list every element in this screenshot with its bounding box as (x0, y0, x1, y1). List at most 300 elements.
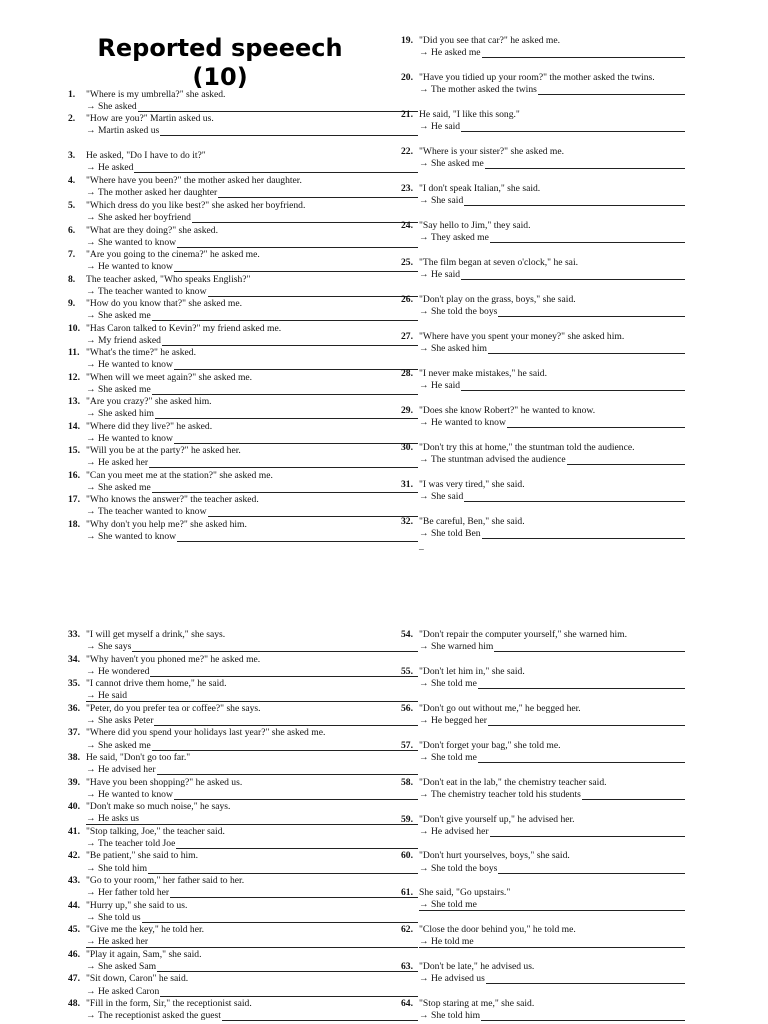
answer-line[interactable] (86, 641, 418, 653)
answer-line[interactable] (419, 417, 685, 429)
reported-speech-stem: The teacher wanted to know (97, 286, 207, 298)
answer-line[interactable] (419, 899, 685, 911)
direct-speech-sentence: He said, "I like this song." (419, 109, 520, 120)
exercise-item (401, 220, 685, 245)
arrow-icon: → (419, 1010, 429, 1022)
item-number: 42. (68, 850, 80, 862)
exercise-item (401, 294, 685, 319)
exercise-item (401, 183, 685, 208)
item-number: 11. (68, 347, 80, 358)
reported-speech-stem: Her father told her (98, 887, 170, 899)
answer-line[interactable] (86, 125, 418, 137)
item-number: 64. (401, 998, 413, 1009)
item-number: 25. (401, 257, 413, 268)
item-number: 48. (68, 998, 80, 1009)
item-number: 44. (68, 899, 80, 911)
blank-underline (86, 651, 418, 652)
answer-line[interactable] (419, 47, 685, 59)
arrow-icon: → (86, 212, 96, 224)
reported-speech-stem: He asks us (98, 813, 140, 825)
stray-dash: – (419, 544, 424, 555)
item-number: 43. (68, 875, 80, 886)
arrow-icon: → (419, 417, 429, 429)
answer-line[interactable] (419, 158, 685, 170)
exercise-item (68, 494, 418, 519)
exercise-item (68, 249, 418, 274)
arrow-icon: → (419, 121, 429, 133)
item-number: 40. (68, 801, 80, 813)
exercise-item (68, 924, 418, 949)
exercise-item (401, 331, 685, 356)
answer-line[interactable] (419, 826, 685, 838)
reported-speech-stem: She wanted to know (98, 531, 177, 543)
item-number: 3. (68, 150, 76, 161)
answer-line[interactable] (419, 936, 685, 948)
exercise-item (68, 949, 418, 974)
item-number: 16. (68, 470, 80, 481)
exercise-item (68, 850, 418, 875)
exercise-item (68, 274, 418, 299)
exercise-item (401, 961, 685, 986)
exercise-item (401, 740, 685, 765)
arrow-icon: → (86, 286, 96, 298)
direct-speech-sentence: "Say hello to Jim," they said. (419, 220, 531, 231)
reported-speech-stem: She told me (431, 751, 477, 763)
answer-line[interactable] (86, 961, 418, 973)
answer-line[interactable] (419, 973, 685, 985)
answer-line[interactable] (419, 641, 685, 653)
direct-speech-sentence: "How are you?" Martin asked us. (86, 113, 214, 124)
reported-speech-stem: She asked me (98, 739, 151, 751)
reported-speech-stem: He wanted to know (98, 359, 173, 371)
item-number: 45. (68, 924, 80, 936)
answer-line[interactable] (86, 310, 418, 322)
reported-speech-stem: He advised her (431, 825, 489, 837)
answer-line[interactable] (419, 84, 685, 96)
reported-speech-stem: She wanted to know (98, 237, 177, 249)
answer-line[interactable] (86, 384, 418, 396)
answer-line[interactable] (86, 482, 418, 494)
direct-speech-sentence: "Sit down, Caron" he said. (86, 973, 189, 985)
direct-speech-sentence: "Why haven't you phoned me?" he asked me. (86, 653, 261, 665)
arrow-icon: → (419, 491, 429, 503)
title-main: Reported speeech (97, 34, 343, 62)
item-number: 57. (401, 739, 413, 751)
item-number: 38. (68, 752, 80, 763)
direct-speech-sentence: "The film began at seven o'clock," he sai. (419, 257, 579, 268)
answer-line[interactable] (86, 1010, 418, 1022)
answer-line[interactable] (419, 1010, 685, 1022)
direct-speech-sentence: "Close the door behind you," he told me. (419, 924, 576, 936)
item-number: 28. (401, 368, 413, 379)
answer-line[interactable] (419, 789, 685, 801)
item-number: 12. (68, 372, 80, 383)
direct-speech-sentence: "Does she know Robert?" he wanted to know. (419, 405, 596, 416)
answer-line[interactable] (86, 237, 418, 249)
exercise-item (401, 368, 685, 393)
answer-line[interactable] (86, 359, 418, 371)
item-number: 20. (401, 72, 413, 83)
reported-speech-stem: She told me (431, 678, 477, 690)
answer-line[interactable] (86, 666, 418, 678)
exercise-item (401, 109, 685, 134)
item-number: 29. (401, 405, 413, 416)
arrow-icon: → (86, 237, 96, 249)
answer-line[interactable] (86, 715, 418, 727)
arrow-icon: → (86, 457, 96, 469)
exercise-item (401, 666, 685, 691)
exercise-item (401, 998, 685, 1023)
exercise-item (401, 442, 685, 467)
exercise-item (68, 752, 418, 777)
exercise-item (401, 146, 685, 171)
direct-speech-sentence: "Don't be late," he advised us. (419, 961, 535, 973)
exercise-item (401, 850, 685, 875)
reported-speech-stem: He wanted to know (431, 417, 506, 429)
direct-speech-sentence: "Don't let him in," she said. (419, 665, 525, 677)
reported-speech-stem: My friend asked (98, 335, 161, 347)
reported-speech-stem: The chemistry teacher told his students (430, 788, 581, 800)
item-number: 7. (68, 249, 76, 260)
answer-line[interactable] (419, 121, 685, 133)
reported-speech-stem: The mother asked her daughter (97, 187, 218, 199)
reported-speech-stem: She told him (98, 862, 148, 874)
arrow-icon: → (86, 887, 96, 899)
exercise-item (68, 777, 418, 802)
direct-speech-sentence: He said, "Don't go too far." (86, 752, 191, 763)
reported-speech-stem: She told the boys (431, 306, 498, 318)
answer-line[interactable] (86, 162, 418, 174)
reported-speech-stem: She asked me (98, 384, 151, 396)
exercise-item (68, 396, 418, 421)
reported-speech-stem: She asked him (98, 408, 154, 420)
item-number: 26. (401, 294, 413, 305)
item-number: 37. (68, 727, 80, 739)
item-number: 58. (401, 776, 413, 788)
exercise-item (68, 998, 418, 1023)
answer-line[interactable] (86, 690, 418, 702)
reported-speech-stem: He said (98, 690, 128, 702)
item-number: 55. (401, 665, 413, 677)
arrow-icon: → (86, 665, 96, 677)
exercise-item (401, 35, 685, 60)
reported-speech-stem: He asked (98, 162, 134, 174)
direct-speech-sentence: "Don't forget your bag," she told me. (419, 739, 561, 751)
reported-speech-stem: The teacher wanted to know (97, 506, 207, 518)
answer-line[interactable] (419, 195, 685, 207)
arrow-icon: → (86, 739, 96, 751)
exercise-item (68, 89, 418, 114)
answer-line[interactable] (419, 454, 685, 466)
arrow-icon: → (86, 384, 96, 396)
item-number: 54. (401, 629, 413, 640)
reported-speech-stem: He asked Caron (98, 985, 160, 997)
exercise-item (401, 72, 685, 97)
page-title (80, 34, 360, 92)
exercise-item (68, 519, 418, 544)
answer-line[interactable] (419, 528, 685, 540)
item-number: 14. (68, 421, 80, 432)
direct-speech-sentence: "Be careful, Ben," she said. (419, 516, 525, 527)
reported-speech-stem: He said (431, 380, 461, 392)
arrow-icon: → (86, 813, 96, 825)
answer-line[interactable] (419, 306, 685, 318)
item-number: 56. (401, 702, 413, 714)
arrow-icon: → (419, 47, 429, 59)
arrow-icon: → (86, 433, 96, 445)
direct-speech-sentence: "Don't try this at home," the stuntman told the audience. (419, 442, 635, 453)
item-number: 31. (401, 479, 413, 490)
exercise-item (401, 924, 685, 949)
exercise-item (68, 629, 418, 654)
arrow-icon: → (86, 187, 96, 199)
answer-line[interactable] (86, 740, 418, 752)
arrow-icon: → (86, 482, 96, 494)
reported-speech-stem: He advised her (98, 764, 156, 776)
item-number: 17. (68, 494, 80, 505)
arrow-icon: → (86, 788, 96, 800)
arrow-icon: → (86, 936, 96, 948)
direct-speech-sentence: "Will you be at the party?" he asked her. (86, 445, 241, 456)
answer-line[interactable] (86, 789, 418, 801)
item-number: 41. (68, 825, 80, 837)
exercise-item (68, 900, 418, 925)
reported-speech-stem: She asked me (98, 310, 151, 322)
arrow-icon: → (86, 690, 96, 702)
answer-line[interactable] (419, 269, 685, 281)
answer-line[interactable] (86, 261, 418, 273)
item-number: 61. (401, 887, 413, 899)
direct-speech-sentence: "What's the time?" he asked. (86, 347, 196, 358)
arrow-icon: → (86, 714, 96, 726)
item-number: 35. (68, 678, 80, 690)
exercise-item (68, 678, 418, 703)
direct-speech-sentence: "Where did they live?" he asked. (86, 421, 213, 432)
item-number: 60. (401, 850, 413, 862)
exercise-item (401, 887, 685, 912)
item-number: 22. (401, 146, 413, 157)
arrow-icon: → (419, 232, 429, 244)
direct-speech-sentence: "I was very tired," she said. (419, 479, 525, 490)
direct-speech-sentence: "Be patient," she said to him. (86, 850, 199, 862)
answer-line[interactable] (86, 986, 418, 998)
answer-line[interactable] (419, 380, 685, 392)
item-number: 13. (68, 396, 80, 407)
reported-speech-stem: She asked me (431, 158, 484, 170)
direct-speech-sentence: "What are they doing?" she asked. (86, 225, 218, 236)
exercise-item (68, 200, 418, 225)
direct-speech-sentence: "Don't play on the grass, boys," she said. (419, 294, 576, 305)
answer-line[interactable] (86, 531, 418, 543)
arrow-icon: → (86, 408, 96, 420)
answer-line[interactable] (86, 187, 418, 199)
exercise-item (68, 150, 418, 175)
exercise-item (68, 323, 418, 348)
arrow-icon: → (86, 837, 96, 849)
item-number: 33. (68, 629, 80, 640)
arrow-icon: → (86, 764, 96, 776)
direct-speech-sentence: "Did you see that car?" he asked me. (419, 35, 561, 46)
reported-speech-stem: The mother asked the twins (430, 84, 537, 96)
reported-speech-stem: She said (431, 491, 464, 503)
arrow-icon: → (419, 825, 429, 837)
item-number: 18. (68, 519, 80, 530)
direct-speech-sentence: "Stop talking, Joe," the teacher said. (86, 825, 225, 837)
direct-speech-sentence: "I will get myself a drink," she says. (86, 629, 226, 640)
arrow-icon: → (86, 101, 96, 113)
reported-speech-stem: She says (98, 641, 132, 653)
answer-line[interactable] (419, 232, 685, 244)
arrow-icon: → (419, 862, 429, 874)
answer-line[interactable] (86, 408, 418, 420)
item-number: 10. (68, 323, 80, 334)
answer-line[interactable] (419, 343, 685, 355)
direct-speech-sentence: "How do you know that?" she asked me. (86, 298, 242, 309)
item-number: 23. (401, 183, 413, 194)
direct-speech-sentence: "Hurry up," she said to us. (86, 899, 188, 911)
exercise-item (68, 175, 418, 200)
item-number: 34. (68, 653, 80, 665)
exercise-item (401, 629, 685, 654)
direct-speech-sentence: She said, "Go upstairs." (419, 887, 511, 899)
reported-speech-stem: He asked her (98, 457, 149, 469)
answer-line[interactable] (86, 335, 418, 347)
answer-line[interactable] (86, 912, 418, 924)
arrow-icon: → (419, 973, 429, 985)
arrow-icon: → (86, 531, 96, 543)
direct-speech-sentence: "Play it again, Sam," she said. (86, 948, 202, 960)
item-number: 8. (68, 274, 76, 285)
answer-line[interactable] (419, 678, 685, 690)
answer-line[interactable] (86, 813, 418, 825)
direct-speech-sentence: "Who knows the answer?" the teacher asked. (86, 494, 259, 505)
arrow-icon: → (86, 985, 96, 997)
arrow-icon: → (419, 380, 429, 392)
exercise-item (68, 347, 418, 372)
reported-speech-stem: He wondered (98, 665, 150, 677)
item-number: 36. (68, 702, 80, 714)
answer-line[interactable] (86, 838, 418, 850)
item-number: 5. (68, 200, 76, 211)
answer-line[interactable] (86, 101, 418, 113)
reported-speech-stem: She said (431, 195, 464, 207)
direct-speech-sentence: "Peter, do you prefer tea or coffee?" she says. (86, 702, 261, 714)
arrow-icon: → (419, 84, 429, 96)
item-number: 30. (401, 442, 413, 453)
answer-line[interactable] (419, 715, 685, 727)
exercise-item (401, 257, 685, 282)
direct-speech-sentence: "Don't eat in the lab," the chemistry teacher said. (419, 776, 607, 788)
exercise-item (68, 470, 418, 495)
arrow-icon: → (86, 960, 96, 972)
arrow-icon: → (86, 506, 96, 518)
direct-speech-sentence: "Where is my umbrella?" she asked. (86, 89, 226, 100)
arrow-icon: → (419, 343, 429, 355)
reported-speech-stem: He said (431, 269, 461, 281)
arrow-icon: → (86, 911, 96, 923)
reported-speech-stem: She asked Sam (98, 960, 157, 972)
answer-line[interactable] (86, 936, 418, 948)
reported-speech-stem: The stuntman advised the audience (430, 454, 566, 466)
arrow-icon: → (419, 306, 429, 318)
reported-speech-stem: He wanted to know (98, 788, 173, 800)
arrow-icon: → (419, 158, 429, 170)
exercise-item (68, 801, 418, 826)
item-number: 15. (68, 445, 80, 456)
arrow-icon: → (419, 641, 429, 653)
arrow-icon: → (86, 162, 96, 174)
exercise-item (68, 727, 418, 752)
reported-speech-stem: She asked him (431, 343, 487, 355)
reported-speech-stem: She told the boys (431, 862, 498, 874)
reported-speech-stem: She told Ben (431, 528, 481, 540)
answer-line[interactable] (86, 212, 418, 224)
answer-line[interactable] (419, 752, 685, 764)
answer-line[interactable] (86, 506, 418, 518)
answer-line[interactable] (86, 863, 418, 875)
direct-speech-sentence: The teacher asked, "Who speaks English?" (86, 274, 251, 285)
direct-speech-sentence: "Which dress do you like best?" she asked her boyfriend. (86, 200, 306, 211)
direct-speech-sentence: "Has Caron talked to Kevin?" my friend asked me. (86, 323, 282, 334)
reported-speech-stem: She asked her boyfriend (98, 212, 191, 224)
direct-speech-sentence: "Don't make so much noise," he says. (86, 801, 231, 813)
answer-line[interactable] (86, 286, 418, 298)
blank-underline (86, 172, 418, 173)
arrow-icon: → (419, 751, 429, 763)
exercise-item (401, 405, 685, 430)
direct-speech-sentence: "Don't go out without me," he begged her. (419, 702, 581, 714)
reported-speech-stem: He asked her (98, 936, 149, 948)
answer-line[interactable] (86, 764, 418, 776)
item-number: 32. (401, 516, 413, 527)
reported-speech-stem: He begged her (431, 714, 487, 726)
direct-speech-sentence: "Have you been shopping?" he asked us. (86, 776, 243, 788)
answer-line[interactable] (86, 457, 418, 469)
direct-speech-sentence: "When will we meet again?" she asked me. (86, 372, 253, 383)
arrow-icon: → (86, 1010, 96, 1022)
answer-line[interactable] (419, 863, 685, 875)
exercise-item (401, 703, 685, 728)
direct-speech-sentence: "Where did you spend your holidays last year?" she asked me. (86, 727, 326, 739)
direct-speech-sentence: "I cannot drive them home," he said. (86, 678, 227, 690)
reported-speech-stem: She asks Peter (98, 714, 154, 726)
exercise-item (68, 826, 418, 851)
reported-speech-stem: They asked me (430, 232, 489, 244)
reported-speech-stem: She warned him (431, 641, 494, 653)
direct-speech-sentence: "Don't give yourself up," he advised her. (419, 813, 575, 825)
arrow-icon: → (419, 714, 429, 726)
direct-speech-sentence: "Give me the key," he told her. (86, 924, 205, 936)
direct-speech-sentence: "Are you crazy?" she asked him. (86, 396, 212, 407)
title-number: (10) (192, 63, 248, 91)
direct-speech-sentence: "Don't hurt yourselves, boys," she said. (419, 850, 570, 862)
exercise-item (68, 225, 418, 250)
exercise-item (68, 973, 418, 998)
exercise-item (401, 516, 685, 541)
arrow-icon: → (419, 269, 429, 281)
reported-speech-stem: She told him (431, 1010, 481, 1022)
arrow-icon: → (86, 641, 96, 653)
answer-line[interactable] (86, 887, 418, 899)
reported-speech-stem: He told me (431, 936, 474, 948)
direct-speech-sentence: "I don't speak Italian," she said. (419, 183, 541, 194)
exercise-item (68, 298, 418, 323)
arrow-icon: → (419, 936, 429, 948)
exercise-item (68, 113, 418, 138)
answer-line[interactable] (86, 433, 418, 445)
answer-line[interactable] (419, 491, 685, 503)
direct-speech-sentence: "Fill in the form, Sir," the receptionist said. (86, 998, 252, 1009)
